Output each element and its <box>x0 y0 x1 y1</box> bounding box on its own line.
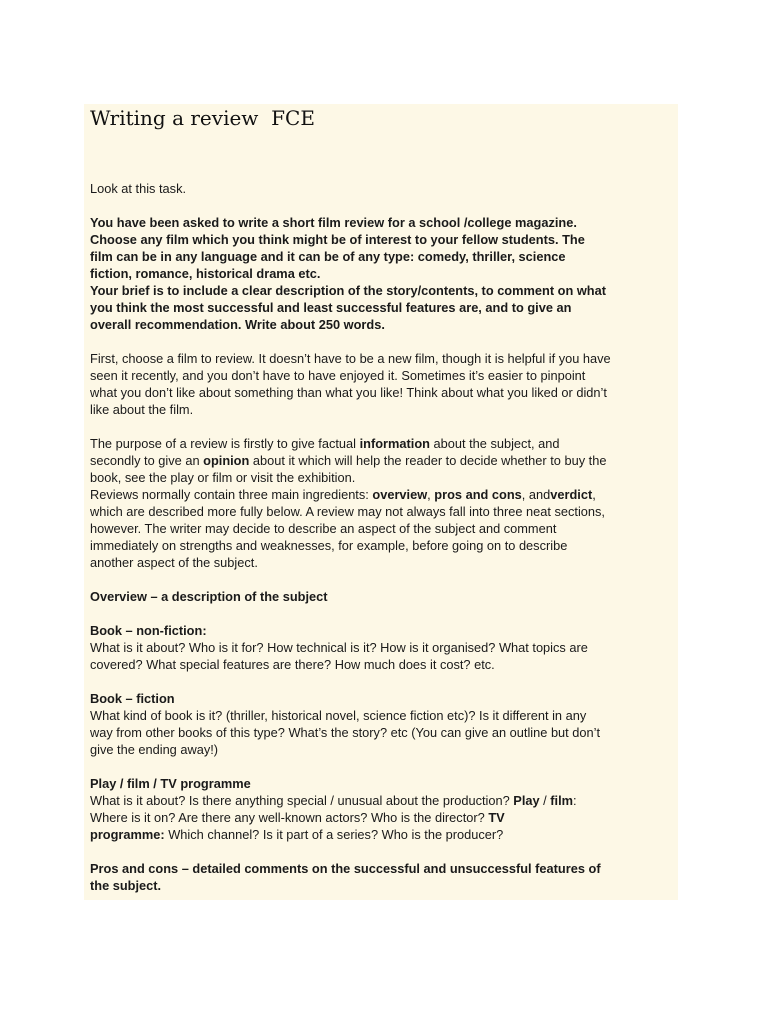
purpose-text: secondly to give an <box>90 453 204 468</box>
pros-cons-line: the subject. <box>90 878 162 893</box>
document-page <box>84 104 678 900</box>
purpose-text: , and <box>521 487 551 502</box>
play-film-text: What is it about? Is there anything special / unusual about the production? <box>90 793 514 808</box>
book-fiction-paragraph <box>90 690 678 758</box>
purpose-line <box>90 452 678 469</box>
play-film-text: / <box>539 793 551 808</box>
task-line: film can be in any language and it can be of any type: comedy, thriller, science <box>90 249 566 264</box>
book-fiction-heading: Book – fiction <box>90 691 175 706</box>
book-fiction-line: What kind of book is it? (thriller, historical novel, science fiction etc)? Is it different in any <box>90 708 587 723</box>
purpose-emphasis: verdict <box>550 487 593 502</box>
play-film-line <box>90 792 678 809</box>
first-paragraph <box>90 350 678 418</box>
play-film-line <box>90 809 678 826</box>
purpose-line: immediately on strengths and weaknesses, for example, before going on to describe <box>90 538 568 553</box>
play-film-paragraph <box>90 775 678 843</box>
task-line: You have been asked to write a short film review for a school /college magazine. <box>90 215 577 230</box>
purpose-text: about it which will help the reader to decide whether to buy the <box>249 453 607 468</box>
task-paragraph <box>90 214 678 333</box>
overview-paragraph <box>90 588 678 605</box>
purpose-text: Reviews normally contain three main ingredients: <box>90 487 373 502</box>
play-film-text: Where is it on? Are there any well-known actors? Who is the director? <box>90 810 489 825</box>
purpose-text: about the subject, and <box>429 436 560 451</box>
book-nonfiction-line: covered? What special features are there? How much does it cost? etc. <box>90 657 495 672</box>
first-line: like about the film. <box>90 402 194 417</box>
purpose-line: which are described more fully below. A review may not always fall into three neat sections, <box>90 504 605 519</box>
play-film-emphasis: programme: <box>90 827 165 842</box>
task-line: overall recommendation. Write about 250 words. <box>90 317 385 332</box>
task-line: Your brief is to include a clear description of the story/contents, to comment on what <box>90 283 606 298</box>
purpose-line <box>90 486 678 503</box>
task-line: you think the most successful and least successful features are, and to give an <box>90 300 572 315</box>
book-fiction-line: give the ending away!) <box>90 742 219 757</box>
book-nonfiction-heading: Book – non-fiction: <box>90 623 207 638</box>
overview-heading: Overview – a description of the subject <box>90 589 328 604</box>
play-film-emphasis: TV <box>488 810 505 825</box>
purpose-paragraph <box>90 435 678 571</box>
page-title: Writing a review FCE <box>90 106 315 130</box>
play-film-text: : <box>573 793 577 808</box>
first-line: seen it recently, and you don’t have to have enjoyed it. Sometimes it’s easier to pinpoint <box>90 368 586 383</box>
document-body <box>90 180 678 900</box>
purpose-line <box>90 435 678 452</box>
first-line: what you don’t like about something than what you like! Think about what you liked or didn’t <box>90 385 607 400</box>
purpose-emphasis: overview <box>372 487 428 502</box>
purpose-emphasis: information <box>359 436 430 451</box>
play-film-emphasis: film <box>550 793 574 808</box>
purpose-text: , <box>592 487 596 502</box>
play-film-text: Which channel? Is it part of a series? Who is the producer? <box>164 827 504 842</box>
purpose-emphasis: opinion <box>203 453 250 468</box>
intro-paragraph <box>90 180 678 197</box>
pros-cons-line: Pros and cons – detailed comments on the successful and unsuccessful features of <box>90 861 601 876</box>
purpose-line: however. The writer may decide to describe an aspect of the subject and comment <box>90 521 557 536</box>
purpose-line: book, see the play or film or visit the exhibition. <box>90 470 356 485</box>
purpose-text: The purpose of a review is firstly to give factual <box>90 436 360 451</box>
purpose-emphasis: pros and cons <box>434 487 522 502</box>
play-film-heading: Play / film / TV programme <box>90 776 251 791</box>
play-film-line <box>90 826 678 843</box>
play-film-emphasis: Play <box>513 793 540 808</box>
purpose-text: , <box>427 487 435 502</box>
pros-cons-paragraph <box>90 860 678 894</box>
purpose-line: another aspect of the subject. <box>90 555 258 570</box>
book-nonfiction-paragraph <box>90 622 678 673</box>
first-line: First, choose a film to review. It doesn’t have to be a new film, though it is helpful if you have <box>90 351 611 366</box>
task-line: Choose any film which you think might be of interest to your fellow students. The <box>90 232 585 247</box>
book-nonfiction-line: What is it about? Who is it for? How technical is it? How is it organised? What topics are <box>90 640 588 655</box>
book-fiction-line: way from other books of this type? What’s the story? etc (You can give an outline but don’t <box>90 725 601 740</box>
intro-line: Look at this task. <box>90 181 187 196</box>
task-line: fiction, romance, historical drama etc. <box>90 266 321 281</box>
